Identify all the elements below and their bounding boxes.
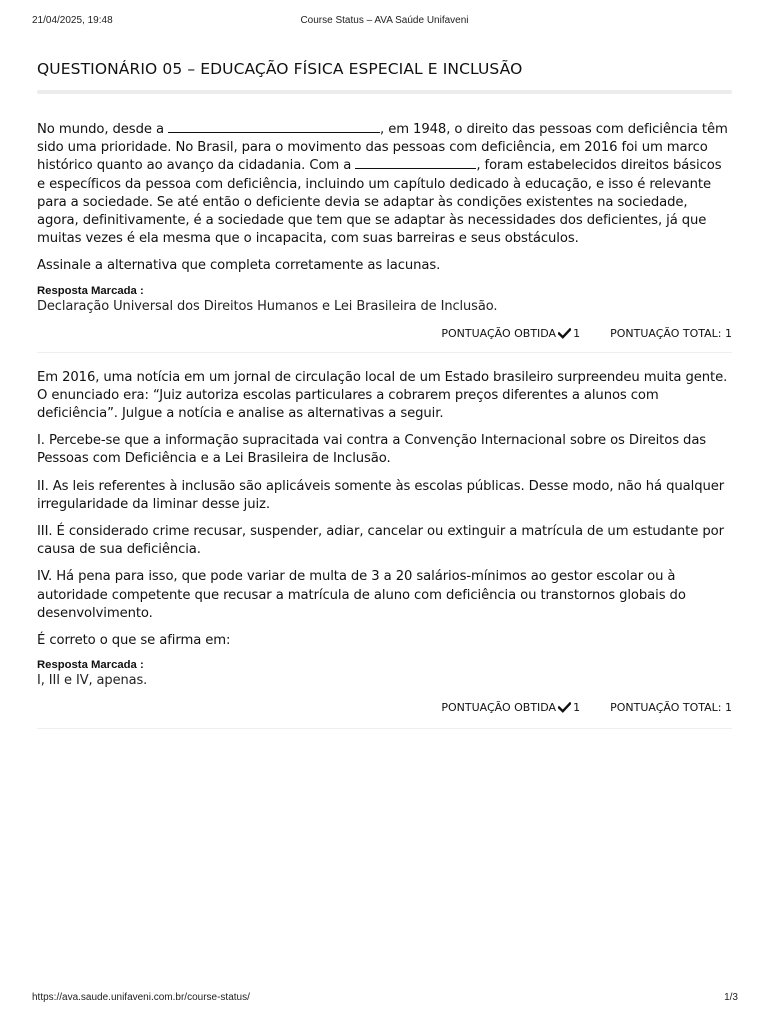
score-row (37, 701, 732, 714)
checkmark-icon (558, 328, 571, 339)
question-2 (37, 369, 732, 715)
question-2-instruction: É correto o que se afirma em: (37, 633, 231, 649)
checkmark-icon (558, 702, 571, 713)
page-url-link[interactable]: https://ava.saude.unifaveni.com.br/course-status/ (32, 992, 250, 1003)
question-1-text-part2: , em 1948, o direito das pessoas com deficiência têm sido uma prioridade. No Brasil, para o movimento das pessoas com deficiência, em 2016 foi um marco histórico quanto ao avanço da cidadania. Com a (37, 122, 728, 174)
question-divider (37, 728, 732, 729)
print-page-title: Course Status – AVA Saúde Unifaveni (300, 15, 469, 26)
question-2-item-1: I. Percebe-se que a informação supracitada vai contra a Convenção Internacional sobre os Direitos das Pessoas com Deficiência e a Lei Brasileira de Inclusão. (37, 433, 707, 467)
question-1-statement (37, 121, 732, 248)
page-number: 1/3 (724, 992, 738, 1003)
question-divider (37, 352, 732, 353)
print-datetime: 21/04/2025, 19:48 (32, 15, 113, 26)
score-total (610, 327, 732, 340)
print-header (32, 15, 737, 31)
marked-answer: Declaração Universal dos Direitos Humanos e Lei Brasileira de Inclusão. (37, 298, 498, 314)
answer-label: Resposta Marcada : (37, 659, 144, 672)
score-total (610, 701, 732, 714)
print-footer (32, 992, 738, 1006)
title-divider (37, 90, 732, 94)
score-total-label: PONTUAÇÃO TOTAL: (610, 326, 722, 340)
score-obtained (441, 327, 580, 340)
quiz-content (37, 60, 732, 745)
score-row (37, 327, 732, 340)
score-total-value: 1 (725, 701, 732, 715)
question-1-instruction: Assinale a alternativa que completa corretamente as lacunas. (37, 258, 441, 274)
marked-answer: I, III e IV, apenas. (37, 673, 148, 689)
score-obtained-value: 1 (573, 326, 581, 340)
blank-2 (355, 157, 476, 169)
answer-label: Resposta Marcada : (37, 284, 144, 297)
question-2-item-4: IV. Há pena para isso, que pode variar de multa de 3 a 20 salários-mínimos ao gestor escolar ou à autoridade competente que recusar a matrícula de aluno com deficiência ou transtornos globais do desenvolvimento. (37, 569, 686, 621)
score-total-value: 1 (725, 326, 732, 340)
question-2-item-2: II. As leis referentes à inclusão são aplicáveis somente às escolas públicas. Desse modo, não há qualquer irregularidade da liminar desse juiz. (37, 478, 725, 512)
score-obtained-label: PONTUAÇÃO OBTIDA (441, 326, 557, 340)
score-obtained-label: PONTUAÇÃO OBTIDA (441, 701, 557, 715)
question-2-item-3: III. É considerado crime recusar, suspender, adiar, cancelar ou extinguir a matrícula de um estudante por causa de sua deficiência. (37, 524, 724, 558)
score-total-label: PONTUAÇÃO TOTAL: (610, 701, 722, 715)
quiz-title: QUESTIONÁRIO 05 – EDUCAÇÃO FÍSICA ESPECIAL E INCLUSÃO (37, 60, 523, 78)
question-1 (37, 121, 732, 340)
question-1-text-part3: , foram estabelecidos direitos básicos e específicos da pessoa com deficiência, incluindo um capítulo dedicado à educação, e isso é relevante para a sociedade. Se até então o deficiente devia se adaptar às condições existentes na sociedade, agora, definitivamente, é a sociedade que tem que se adaptar às necessidades dos deficientes, já que muitas vezes é ela mesma que o incapacita, com suas barreiras e seus obstáculos. (37, 158, 722, 247)
question-2-intro: Em 2016, uma notícia em um jornal de circulação local de um Estado brasileiro surpreendeu muita gente. O enunciado era: “Juiz autoriza escolas particulares a cobrarem preços diferentes a alunos com deficiência”. Julgue a notícia e analise as alternativas a seguir. (37, 369, 728, 422)
blank-1 (168, 121, 380, 133)
question-1-text-part1: No mundo, desde a (37, 122, 169, 137)
score-obtained (441, 701, 580, 714)
score-obtained-value: 1 (573, 701, 581, 715)
